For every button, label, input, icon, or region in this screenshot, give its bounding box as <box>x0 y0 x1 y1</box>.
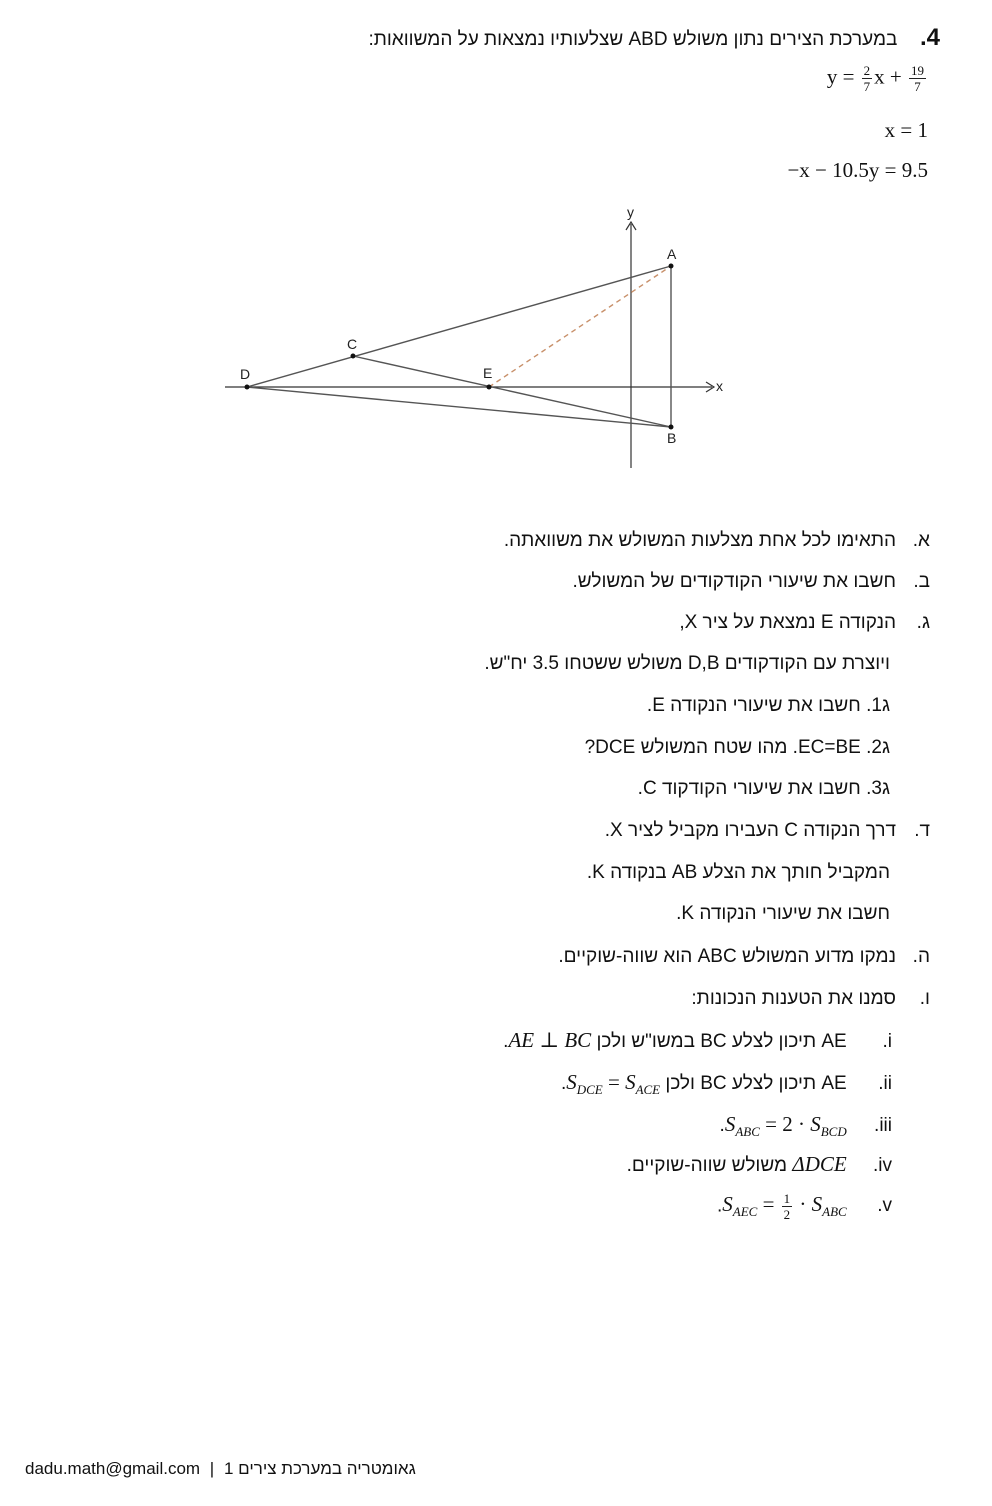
item-a-text: התאימו לכל אחת מצלעות המשולש את משוואתה. <box>503 530 896 551</box>
item-d-text: דרך הנקודה C העבירו מקביל לציר X. <box>604 820 896 841</box>
label-C: C <box>347 336 358 352</box>
item-d <box>605 820 930 842</box>
claim-ii-label: ii. <box>878 1073 892 1094</box>
claim-v-frac: $\frac{1}{2}$ <box>783 1191 791 1222</box>
item-f <box>691 988 930 1010</box>
item-b-label: ב. <box>913 571 930 592</box>
claim-iii-end: . <box>719 1115 725 1136</box>
item-c-text2: ויוצרת עם הקודקודים D,B משולש ששטחו 3.5 יח"ש. <box>484 653 890 674</box>
item-b-text: חשבו את שיעורי הקודקודים של המשולש. <box>572 571 896 592</box>
footer-title: גאומטריה במערכת צירים 1 <box>223 1459 416 1478</box>
item-c-text: הנקודה E נמצאת על ציר X, <box>679 612 896 633</box>
eq1-frac1: $\frac{2}{7}$ <box>863 63 871 94</box>
claim-i-math: AE ⊥ BC <box>508 1028 592 1052</box>
claim-i-label: i. <box>882 1031 892 1052</box>
item-c1: ג1. חשבו את שיעורי הנקודה E. <box>646 695 890 716</box>
item-f-label: ו. <box>919 988 930 1009</box>
claim-iii-label: iii. <box>874 1115 892 1136</box>
side-DA <box>247 266 671 387</box>
claim-iv-label: iv. <box>872 1155 892 1176</box>
footer <box>25 1459 416 1479</box>
segment-CB <box>353 356 671 427</box>
item-f-text: סמנו את הטענות הנכונות: <box>691 988 896 1009</box>
y-axis-label: y <box>627 204 634 220</box>
footer-separator: | <box>209 1459 215 1478</box>
question-intro: במערכת הצירים נתון משולש ABD שצלעותיו נמצאות על המשוואות: <box>368 29 898 50</box>
claim-ii-text: AE תיכון לצלע BC ולכן <box>665 1073 847 1094</box>
claim-v-label: v. <box>877 1195 892 1217</box>
claim-v-math: $S_{AEC}$ = $\frac{1}{2}$ · $S_{ABC}$ <box>722 1191 847 1222</box>
claim-i-text: AE תיכון לצלע BC במשו"ש ולכן <box>596 1031 847 1052</box>
item-e-text: נמקו מדוע המשולש ABC הוא שווה-שוקיים. <box>558 946 896 967</box>
eq1-mid: x + <box>874 64 902 89</box>
eq1-frac2: $\frac{19}{7}$ <box>911 63 924 94</box>
label-D: D <box>240 366 251 382</box>
claim-ii <box>561 1070 892 1098</box>
eq1-lhs: y = <box>826 64 855 89</box>
label-A: A <box>667 246 677 262</box>
point-D <box>245 385 250 390</box>
label-E: E <box>483 365 493 381</box>
item-e-label: ה. <box>912 946 930 967</box>
point-A <box>669 264 674 269</box>
point-E <box>487 385 492 390</box>
item-a <box>504 530 930 552</box>
equation-3: −x − 10.5y = 9.5 <box>787 158 928 182</box>
claim-ii-math: $S_{DCE} = S_{ACE}$ <box>566 1070 661 1098</box>
item-c3: ג3. חשבו את שיעורי הקודקוד C. <box>637 778 890 799</box>
question-header <box>40 24 940 52</box>
x-axis-label: x <box>716 378 723 394</box>
triangle-diagram <box>220 200 740 475</box>
point-C <box>351 354 356 359</box>
item-c <box>679 612 930 634</box>
item-e <box>558 946 930 968</box>
equation-1 <box>827 64 928 93</box>
segment-AE-dashed <box>489 266 671 387</box>
claim-v-end: . <box>716 1195 723 1217</box>
label-B: B <box>667 430 677 446</box>
claim-iii <box>720 1112 892 1140</box>
item-d-label: ד. <box>914 820 930 841</box>
claim-ii-end: . <box>560 1073 567 1094</box>
item-a-label: א. <box>912 530 930 551</box>
point-B <box>669 425 674 430</box>
claim-iii-math: $S_{ABC} = 2 \cdot S_{BCD}$ <box>724 1112 847 1140</box>
side-DB <box>247 387 671 427</box>
claim-iv-text: משולש שווה-שוקיים. <box>626 1155 788 1176</box>
item-c2: ג2. EC=BE. מהו שטח המשולש DCE? <box>584 737 890 758</box>
claim-iv-math: ΔDCE <box>792 1152 847 1176</box>
item-d-text2: המקביל חותך את הצלע AB בנקודה K. <box>586 862 890 883</box>
claim-i-end: . <box>503 1031 509 1052</box>
item-c-label: ג. <box>916 612 930 633</box>
question-number: 4. <box>919 24 940 51</box>
claim-i <box>503 1028 892 1053</box>
claim-iv <box>627 1152 892 1177</box>
item-b <box>572 571 930 593</box>
equation-2: x = 1 <box>884 118 928 142</box>
claim-v <box>717 1192 892 1221</box>
item-d-text3: חשבו את שיעורי הנקודה K. <box>676 903 890 924</box>
footer-email[interactable]: dadu.math@gmail.com <box>25 1459 201 1478</box>
